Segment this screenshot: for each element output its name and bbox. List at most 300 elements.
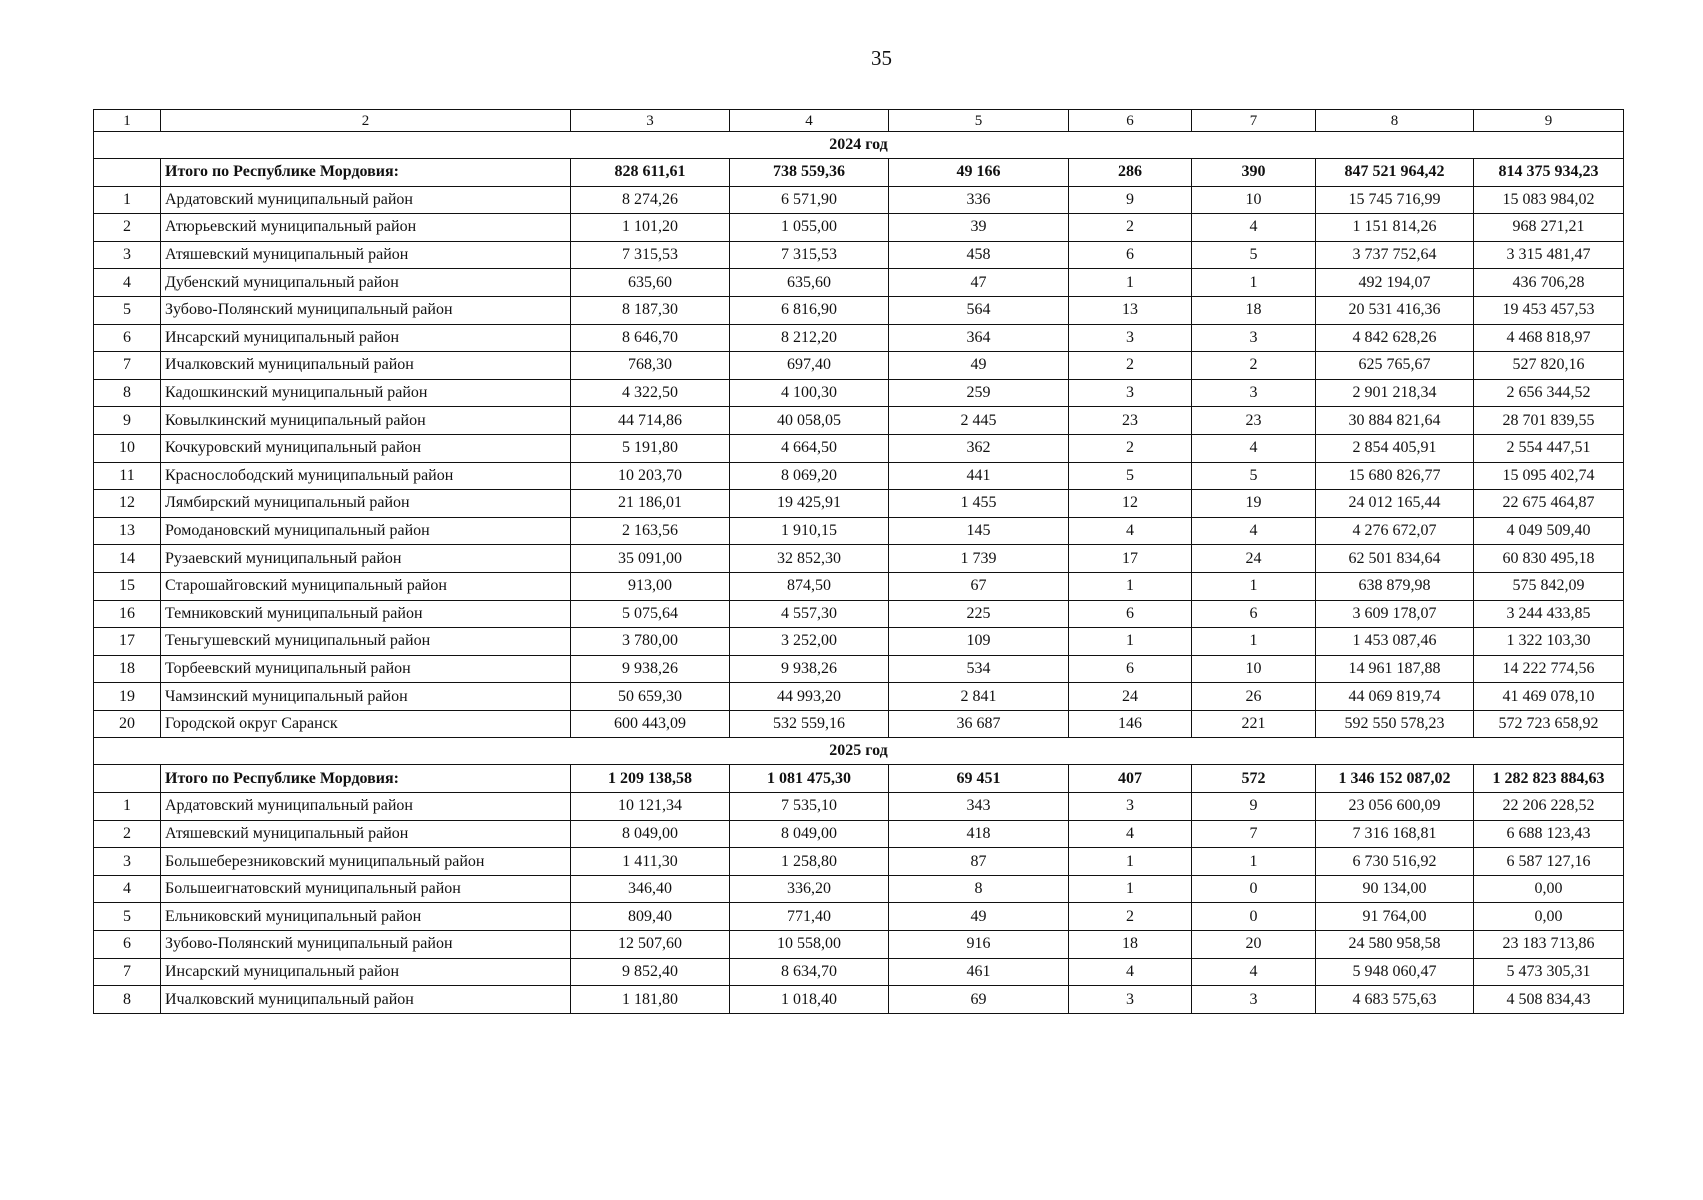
district-name-cell: Старошайговский муниципальный район (161, 572, 571, 600)
value-cell: 12 507,60 (571, 931, 730, 959)
column-number-cell: 6 (1069, 110, 1192, 132)
table-row (94, 600, 1624, 628)
district-name-cell: Кадошкинский муниципальный район (161, 379, 571, 407)
value-cell: 364 (889, 324, 1069, 352)
value-cell: 41 469 078,10 (1474, 683, 1624, 711)
value-cell: 625 765,67 (1316, 352, 1474, 380)
value-cell: 441 (889, 462, 1069, 490)
column-number-cell: 7 (1192, 110, 1316, 132)
value-cell: 3 (1192, 324, 1316, 352)
value-cell: 532 559,16 (730, 710, 889, 738)
table-row (94, 931, 1624, 959)
value-cell: 20 531 416,36 (1316, 296, 1474, 324)
total-cell (94, 159, 161, 187)
value-cell: 15 083 984,02 (1474, 186, 1624, 214)
district-name-cell: Рузаевский муниципальный район (161, 545, 571, 573)
value-cell: 9 (1069, 186, 1192, 214)
total-cell: 738 559,36 (730, 159, 889, 187)
value-cell: 1 411,30 (571, 848, 730, 876)
total-cell (94, 765, 161, 793)
value-cell: 19 453 457,53 (1474, 296, 1624, 324)
table-row (94, 958, 1624, 986)
district-name-cell: Большеберезниковский муниципальный район (161, 848, 571, 876)
value-cell: 15 095 402,74 (1474, 462, 1624, 490)
value-cell: 4 (1192, 434, 1316, 462)
value-cell: 1 (1069, 572, 1192, 600)
value-cell: 6 (1069, 655, 1192, 683)
table-row (94, 379, 1624, 407)
table-body (94, 110, 1624, 1014)
value-cell: 5 075,64 (571, 600, 730, 628)
value-cell: 4 (1069, 820, 1192, 848)
value-cell: 44 714,86 (571, 407, 730, 435)
value-cell: 346,40 (571, 875, 730, 903)
value-cell: 592 550 578,23 (1316, 710, 1474, 738)
value-cell: 2 445 (889, 407, 1069, 435)
table-row (94, 793, 1624, 821)
district-name-cell: Атюрьевский муниципальный район (161, 214, 571, 242)
value-cell: 874,50 (730, 572, 889, 600)
value-cell: 7 535,10 (730, 793, 889, 821)
row-number-cell: 17 (94, 628, 161, 656)
table-row (94, 903, 1624, 931)
value-cell: 221 (1192, 710, 1316, 738)
value-cell: 0 (1192, 875, 1316, 903)
table-row (94, 875, 1624, 903)
value-cell: 1 453 087,46 (1316, 628, 1474, 656)
value-cell: 7 315,53 (730, 241, 889, 269)
district-name-cell: Торбеевский муниципальный район (161, 655, 571, 683)
value-cell: 36 687 (889, 710, 1069, 738)
value-cell: 3 (1069, 793, 1192, 821)
column-number-cell: 4 (730, 110, 889, 132)
district-name-cell: Лямбирский муниципальный район (161, 490, 571, 518)
value-cell: 572 723 658,92 (1474, 710, 1624, 738)
value-cell: 638 879,98 (1316, 572, 1474, 600)
value-cell: 1 455 (889, 490, 1069, 518)
value-cell: 4 (1192, 958, 1316, 986)
column-number-cell: 8 (1316, 110, 1474, 132)
value-cell: 1 (1069, 848, 1192, 876)
district-name-cell: Инсарский муниципальный район (161, 958, 571, 986)
value-cell: 6 (1192, 600, 1316, 628)
row-number-cell: 7 (94, 958, 161, 986)
year-header: 2025 год (94, 738, 1624, 765)
value-cell: 4 683 575,63 (1316, 986, 1474, 1014)
district-name-cell: Ельниковский муниципальный район (161, 903, 571, 931)
table-row (94, 324, 1624, 352)
total-row (94, 159, 1624, 187)
value-cell: 4 (1069, 958, 1192, 986)
district-name-cell: Городской округ Саранск (161, 710, 571, 738)
value-cell: 2 841 (889, 683, 1069, 711)
value-cell: 8 212,20 (730, 324, 889, 352)
row-number-cell: 18 (94, 655, 161, 683)
district-name-cell: Темниковский муниципальный район (161, 600, 571, 628)
value-cell: 30 884 821,64 (1316, 407, 1474, 435)
column-number-cell: 3 (571, 110, 730, 132)
value-cell: 24 012 165,44 (1316, 490, 1474, 518)
value-cell: 10 121,34 (571, 793, 730, 821)
total-cell: 49 166 (889, 159, 1069, 187)
total-label: Итого по Республике Мордовия: (161, 765, 571, 793)
row-number-cell: 4 (94, 875, 161, 903)
value-cell: 26 (1192, 683, 1316, 711)
value-cell: 2 854 405,91 (1316, 434, 1474, 462)
table-row (94, 434, 1624, 462)
total-cell: 814 375 934,23 (1474, 159, 1624, 187)
value-cell: 0 (1192, 903, 1316, 931)
value-cell: 3 (1069, 986, 1192, 1014)
value-cell: 4 100,30 (730, 379, 889, 407)
table-row (94, 269, 1624, 297)
value-cell: 916 (889, 931, 1069, 959)
row-number-cell: 6 (94, 324, 161, 352)
table-row (94, 296, 1624, 324)
value-cell: 2 163,56 (571, 517, 730, 545)
value-cell: 4 049 509,40 (1474, 517, 1624, 545)
value-cell: 3 244 433,85 (1474, 600, 1624, 628)
total-cell: 1 209 138,58 (571, 765, 730, 793)
value-cell: 23 183 713,86 (1474, 931, 1624, 959)
table-row (94, 517, 1624, 545)
value-cell: 22 206 228,52 (1474, 793, 1624, 821)
value-cell: 20 (1192, 931, 1316, 959)
value-cell: 225 (889, 600, 1069, 628)
value-cell: 1 (1069, 875, 1192, 903)
value-cell: 336,20 (730, 875, 889, 903)
year-header-row (94, 132, 1624, 159)
value-cell: 5 473 305,31 (1474, 958, 1624, 986)
value-cell: 5 (1192, 241, 1316, 269)
value-cell: 23 (1192, 407, 1316, 435)
table-row (94, 352, 1624, 380)
value-cell: 35 091,00 (571, 545, 730, 573)
value-cell: 145 (889, 517, 1069, 545)
value-cell: 15 745 716,99 (1316, 186, 1474, 214)
value-cell: 5 (1192, 462, 1316, 490)
value-cell: 635,60 (730, 269, 889, 297)
value-cell: 343 (889, 793, 1069, 821)
value-cell: 13 (1069, 296, 1192, 324)
value-cell: 4 (1192, 517, 1316, 545)
value-cell: 24 580 958,58 (1316, 931, 1474, 959)
table-row (94, 820, 1624, 848)
value-cell: 3 609 178,07 (1316, 600, 1474, 628)
row-number-cell: 1 (94, 186, 161, 214)
district-name-cell: Большеигнатовский муниципальный район (161, 875, 571, 903)
row-number-cell: 8 (94, 986, 161, 1014)
value-cell: 1 (1192, 848, 1316, 876)
row-number-cell: 5 (94, 903, 161, 931)
value-cell: 6 730 516,92 (1316, 848, 1474, 876)
row-number-cell: 15 (94, 572, 161, 600)
value-cell: 8 069,20 (730, 462, 889, 490)
value-cell: 1 322 103,30 (1474, 628, 1624, 656)
value-cell: 4 664,50 (730, 434, 889, 462)
value-cell: 2 901 218,34 (1316, 379, 1474, 407)
value-cell: 4 468 818,97 (1474, 324, 1624, 352)
value-cell: 913,00 (571, 572, 730, 600)
value-cell: 564 (889, 296, 1069, 324)
value-cell: 4 842 628,26 (1316, 324, 1474, 352)
row-number-cell: 10 (94, 434, 161, 462)
value-cell: 1 101,20 (571, 214, 730, 242)
page-number: 35 (871, 46, 892, 70)
table-row (94, 628, 1624, 656)
value-cell: 8 634,70 (730, 958, 889, 986)
district-name-cell: Ковылкинский муниципальный район (161, 407, 571, 435)
total-cell: 572 (1192, 765, 1316, 793)
value-cell: 5 948 060,47 (1316, 958, 1474, 986)
value-cell: 8 (889, 875, 1069, 903)
table-row (94, 710, 1624, 738)
value-cell: 600 443,09 (571, 710, 730, 738)
value-cell: 4 276 672,07 (1316, 517, 1474, 545)
row-number-cell: 5 (94, 296, 161, 324)
column-number-cell: 1 (94, 110, 161, 132)
value-cell: 259 (889, 379, 1069, 407)
district-name-cell: Дубенский муниципальный район (161, 269, 571, 297)
data-table (93, 109, 1624, 1014)
value-cell: 768,30 (571, 352, 730, 380)
district-name-cell: Ромодановский муниципальный район (161, 517, 571, 545)
total-label: Итого по Республике Мордовия: (161, 159, 571, 187)
value-cell: 18 (1069, 931, 1192, 959)
row-number-cell: 2 (94, 820, 161, 848)
district-name-cell: Теньгушевский муниципальный район (161, 628, 571, 656)
value-cell: 109 (889, 628, 1069, 656)
value-cell: 4 508 834,43 (1474, 986, 1624, 1014)
value-cell: 1 (1192, 572, 1316, 600)
value-cell: 7 (1192, 820, 1316, 848)
total-cell: 828 611,61 (571, 159, 730, 187)
row-number-cell: 7 (94, 352, 161, 380)
row-number-cell: 4 (94, 269, 161, 297)
value-cell: 5 (1069, 462, 1192, 490)
value-cell: 2 656 344,52 (1474, 379, 1624, 407)
table-row (94, 241, 1624, 269)
total-cell: 1 346 152 087,02 (1316, 765, 1474, 793)
total-cell: 390 (1192, 159, 1316, 187)
value-cell: 1 258,80 (730, 848, 889, 876)
value-cell: 47 (889, 269, 1069, 297)
row-number-cell: 8 (94, 379, 161, 407)
value-cell: 18 (1192, 296, 1316, 324)
row-number-cell: 3 (94, 848, 161, 876)
value-cell: 4 (1069, 517, 1192, 545)
value-cell: 39 (889, 214, 1069, 242)
value-cell: 60 830 495,18 (1474, 545, 1624, 573)
district-name-cell: Кочкуровский муниципальный район (161, 434, 571, 462)
value-cell: 9 852,40 (571, 958, 730, 986)
value-cell: 10 (1192, 186, 1316, 214)
table-row (94, 186, 1624, 214)
district-name-cell: Атяшевский муниципальный район (161, 241, 571, 269)
value-cell: 1 (1069, 628, 1192, 656)
value-cell: 2 (1069, 214, 1192, 242)
value-cell: 1 181,80 (571, 986, 730, 1014)
table-row (94, 848, 1624, 876)
value-cell: 14 222 774,56 (1474, 655, 1624, 683)
district-name-cell: Чамзинский муниципальный район (161, 683, 571, 711)
value-cell: 7 316 168,81 (1316, 820, 1474, 848)
value-cell: 4 322,50 (571, 379, 730, 407)
value-cell: 19 (1192, 490, 1316, 518)
table-row (94, 462, 1624, 490)
value-cell: 6 816,90 (730, 296, 889, 324)
value-cell: 3 (1069, 324, 1192, 352)
column-number-row (94, 110, 1624, 132)
row-number-cell: 14 (94, 545, 161, 573)
row-number-cell: 11 (94, 462, 161, 490)
value-cell: 14 961 187,88 (1316, 655, 1474, 683)
value-cell: 1 739 (889, 545, 1069, 573)
value-cell: 9 (1192, 793, 1316, 821)
value-cell: 635,60 (571, 269, 730, 297)
year-header: 2024 год (94, 132, 1624, 159)
total-cell: 407 (1069, 765, 1192, 793)
table-row (94, 655, 1624, 683)
value-cell: 771,40 (730, 903, 889, 931)
value-cell: 49 (889, 903, 1069, 931)
table-row (94, 214, 1624, 242)
table-row (94, 407, 1624, 435)
row-number-cell: 20 (94, 710, 161, 738)
value-cell: 1 (1069, 269, 1192, 297)
total-cell: 847 521 964,42 (1316, 159, 1474, 187)
district-name-cell: Атяшевский муниципальный район (161, 820, 571, 848)
total-row (94, 765, 1624, 793)
value-cell: 6 688 123,43 (1474, 820, 1624, 848)
value-cell: 146 (1069, 710, 1192, 738)
value-cell: 7 315,53 (571, 241, 730, 269)
value-cell: 24 (1192, 545, 1316, 573)
value-cell: 968 271,21 (1474, 214, 1624, 242)
value-cell: 2 554 447,51 (1474, 434, 1624, 462)
total-cell: 286 (1069, 159, 1192, 187)
value-cell: 2 (1192, 352, 1316, 380)
value-cell: 2 (1069, 434, 1192, 462)
value-cell: 458 (889, 241, 1069, 269)
year-header-row (94, 738, 1624, 765)
district-name-cell: Ардатовский муниципальный район (161, 186, 571, 214)
value-cell: 8 049,00 (571, 820, 730, 848)
value-cell: 90 134,00 (1316, 875, 1474, 903)
value-cell: 336 (889, 186, 1069, 214)
value-cell: 697,40 (730, 352, 889, 380)
value-cell: 8 049,00 (730, 820, 889, 848)
value-cell: 9 938,26 (571, 655, 730, 683)
value-cell: 461 (889, 958, 1069, 986)
value-cell: 50 659,30 (571, 683, 730, 711)
district-name-cell: Ичалковский муниципальный район (161, 986, 571, 1014)
total-cell: 69 451 (889, 765, 1069, 793)
district-name-cell: Ардатовский муниципальный район (161, 793, 571, 821)
value-cell: 28 701 839,55 (1474, 407, 1624, 435)
value-cell: 1 018,40 (730, 986, 889, 1014)
value-cell: 10 203,70 (571, 462, 730, 490)
value-cell: 23 (1069, 407, 1192, 435)
value-cell: 3 780,00 (571, 628, 730, 656)
value-cell: 4 (1192, 214, 1316, 242)
value-cell: 575 842,09 (1474, 572, 1624, 600)
value-cell: 10 (1192, 655, 1316, 683)
value-cell: 24 (1069, 683, 1192, 711)
row-number-cell: 1 (94, 793, 161, 821)
table-row (94, 545, 1624, 573)
value-cell: 3 737 752,64 (1316, 241, 1474, 269)
value-cell: 44 069 819,74 (1316, 683, 1474, 711)
value-cell: 2 (1069, 903, 1192, 931)
value-cell: 6 (1069, 600, 1192, 628)
table-row (94, 490, 1624, 518)
row-number-cell: 16 (94, 600, 161, 628)
value-cell: 1 055,00 (730, 214, 889, 242)
value-cell: 49 (889, 352, 1069, 380)
value-cell: 3 315 481,47 (1474, 241, 1624, 269)
value-cell: 44 993,20 (730, 683, 889, 711)
value-cell: 3 (1192, 379, 1316, 407)
district-name-cell: Зубово-Полянский муниципальный район (161, 296, 571, 324)
table-row (94, 572, 1624, 600)
value-cell: 3 (1069, 379, 1192, 407)
row-number-cell: 13 (94, 517, 161, 545)
value-cell: 8 187,30 (571, 296, 730, 324)
value-cell: 492 194,07 (1316, 269, 1474, 297)
value-cell: 62 501 834,64 (1316, 545, 1474, 573)
district-name-cell: Ичалковский муниципальный район (161, 352, 571, 380)
district-name-cell: Инсарский муниципальный район (161, 324, 571, 352)
column-number-cell: 9 (1474, 110, 1624, 132)
column-number-cell: 2 (161, 110, 571, 132)
value-cell: 10 558,00 (730, 931, 889, 959)
value-cell: 3 252,00 (730, 628, 889, 656)
value-cell: 809,40 (571, 903, 730, 931)
value-cell: 1 (1192, 628, 1316, 656)
value-cell: 9 938,26 (730, 655, 889, 683)
value-cell: 19 425,91 (730, 490, 889, 518)
value-cell: 4 557,30 (730, 600, 889, 628)
value-cell: 21 186,01 (571, 490, 730, 518)
value-cell: 6 (1069, 241, 1192, 269)
value-cell: 23 056 600,09 (1316, 793, 1474, 821)
row-number-cell: 12 (94, 490, 161, 518)
value-cell: 534 (889, 655, 1069, 683)
value-cell: 6 571,90 (730, 186, 889, 214)
value-cell: 8 274,26 (571, 186, 730, 214)
value-cell: 6 587 127,16 (1474, 848, 1624, 876)
district-name-cell: Зубово-Полянский муниципальный район (161, 931, 571, 959)
value-cell: 8 646,70 (571, 324, 730, 352)
value-cell: 362 (889, 434, 1069, 462)
value-cell: 2 (1069, 352, 1192, 380)
value-cell: 1 910,15 (730, 517, 889, 545)
total-cell: 1 282 823 884,63 (1474, 765, 1624, 793)
value-cell: 3 (1192, 986, 1316, 1014)
table-row (94, 683, 1624, 711)
row-number-cell: 6 (94, 931, 161, 959)
value-cell: 32 852,30 (730, 545, 889, 573)
value-cell: 91 764,00 (1316, 903, 1474, 931)
value-cell: 527 820,16 (1474, 352, 1624, 380)
value-cell: 418 (889, 820, 1069, 848)
value-cell: 436 706,28 (1474, 269, 1624, 297)
value-cell: 15 680 826,77 (1316, 462, 1474, 490)
table-row (94, 986, 1624, 1014)
value-cell: 69 (889, 986, 1069, 1014)
row-number-cell: 19 (94, 683, 161, 711)
